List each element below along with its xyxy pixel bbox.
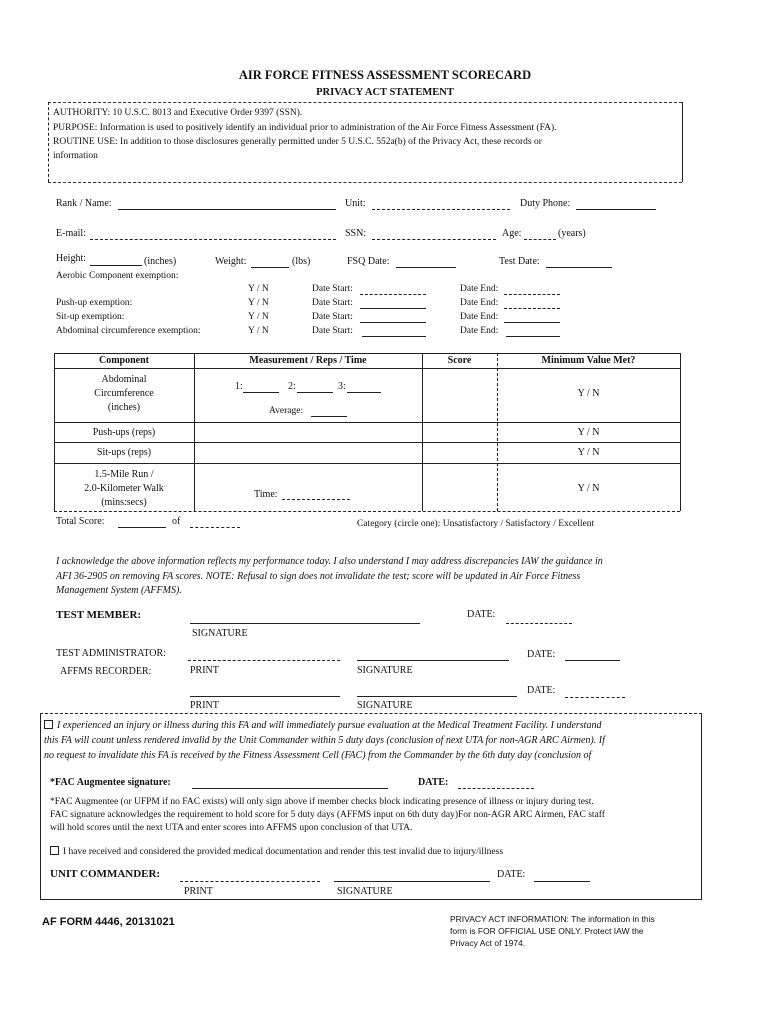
fac-note-1: *FAC Augmentee (or UFPM if no FAC exists) will only sign above if member checks block indicating presence of illness or injury during test. <box>50 797 594 807</box>
rank-name-label: Rank / Name: <box>56 198 112 209</box>
age-unit: (years) <box>558 228 586 239</box>
row-abdominal-label-3: (inches) <box>107 402 141 413</box>
measure-1-field[interactable] <box>243 392 279 393</box>
injury-statement-1[interactable]: I experienced an injury or illness during this FA and will immediately pursue evaluation at the Medical Treatment Facility. I understand <box>44 720 601 731</box>
injury-checkbox[interactable] <box>44 720 53 729</box>
fsq-date-field[interactable] <box>396 267 456 268</box>
average-field[interactable] <box>311 416 347 417</box>
fac-date-label: DATE: <box>418 777 449 788</box>
unit-commander-label: UNIT COMMANDER: <box>50 868 161 880</box>
row-run-label-3: (mins:secs) <box>101 497 147 508</box>
time-label: Time: <box>254 489 278 500</box>
email-field[interactable] <box>90 239 336 240</box>
measure-1-label: 1: <box>235 381 243 392</box>
situp-date-end-field[interactable] <box>504 322 560 323</box>
pushup-date-end-label: Date End: <box>460 298 499 308</box>
weight-field[interactable] <box>251 267 289 268</box>
row-abdominal-label-1: Abdominal <box>101 374 147 385</box>
invalidation-checkbox[interactable] <box>50 846 59 855</box>
affms-date-label: DATE: <box>527 685 556 696</box>
col-header-component: Component <box>98 355 149 366</box>
aerobic-date-end-field[interactable] <box>504 294 560 295</box>
unit-label: Unit: <box>345 198 366 209</box>
email-label: E-mail: <box>56 228 86 239</box>
test-admin-date-label: DATE: <box>527 649 556 660</box>
situp-date-end-label: Date End: <box>460 312 499 322</box>
row-situps-yn[interactable]: Y / N <box>577 447 600 458</box>
test-member-label: TEST MEMBER: <box>56 609 142 621</box>
age-field[interactable] <box>524 239 556 240</box>
routine-use-text-2: information <box>53 151 98 161</box>
test-member-signature-field[interactable] <box>190 623 420 624</box>
situp-exemption-label: Sit-up exemption: <box>56 312 125 322</box>
pushup-date-start-label: Date Start: <box>312 298 353 308</box>
abdominal-exemption-label: Abdominal circumference exemption: <box>56 326 201 336</box>
total-score-of: of <box>172 516 181 527</box>
height-label: Height: <box>56 253 86 264</box>
row-pushups-label: Push-ups (reps) <box>92 426 156 438</box>
duty-phone-field[interactable] <box>576 209 656 210</box>
commander-signature-field[interactable] <box>334 881 490 882</box>
commander-date-label: DATE: <box>497 869 526 880</box>
situp-date-start-label: Date Start: <box>312 312 353 322</box>
commander-print-field[interactable] <box>180 881 320 882</box>
commander-date-field[interactable] <box>534 881 590 882</box>
affms-recorder-label: AFFMS RECORDER: <box>60 666 152 677</box>
row-abdominal-yn[interactable]: Y / N <box>577 388 600 399</box>
situp-yn[interactable]: Y / N <box>248 312 269 322</box>
pushup-exemption-label: Push-up exemption: <box>56 298 133 308</box>
privacy-act-heading: PRIVACY ACT STATEMENT <box>316 87 454 98</box>
privacy-info-3: Privacy Act of 1974. <box>450 938 526 948</box>
measure-2-field[interactable] <box>297 392 333 393</box>
test-administrator-label: TEST ADMINISTRATOR: <box>56 648 166 659</box>
col-header-minimum: Minimum Value Met? <box>541 355 636 366</box>
aerobic-date-end-label: Date End: <box>460 284 499 294</box>
fac-augmentee-label: *FAC Augmentee signature: <box>50 777 171 788</box>
affms-print-field[interactable] <box>190 696 340 697</box>
commander-signature-caption: SIGNATURE <box>337 886 393 897</box>
fac-note-3: will hold scores until the next UTA and enter scores into AFFMS upon conclusion of that UTA. <box>50 823 413 833</box>
affms-signature-caption: SIGNATURE <box>357 700 413 711</box>
pushup-date-end-field[interactable] <box>504 308 560 309</box>
invalidation-statement[interactable]: I have received and considered the provided medical documentation and render this test invalid due to injury/illness <box>50 846 503 857</box>
test-member-date-field[interactable] <box>506 623 572 624</box>
test-admin-date-field[interactable] <box>565 660 620 661</box>
test-admin-signature-field[interactable] <box>357 660 509 661</box>
affms-print-caption: PRINT <box>190 700 219 711</box>
average-label: Average: <box>269 406 304 416</box>
form-number: AF FORM 4446, 20131021 <box>42 916 175 928</box>
category-selector[interactable]: Category (circle one): Unsatisfactory / Satisfactory / Excellent <box>357 519 595 529</box>
col-header-score: Score <box>447 355 472 366</box>
fac-date-field[interactable] <box>458 788 534 789</box>
test-member-date-label: DATE: <box>467 609 496 620</box>
weight-unit: (lbs) <box>292 256 311 267</box>
purpose-text: PURPOSE: Information is used to positively identify an individual prior to administration of the Air Force Fitness Assessment (FA). <box>53 123 557 133</box>
authority-text: AUTHORITY: 10 U.S.C. 8013 and Executive Order 9397 (SSN). <box>53 108 303 118</box>
aerobic-date-start-label: Date Start: <box>312 284 353 294</box>
rank-name-field[interactable] <box>118 209 336 210</box>
abdominal-date-end-field[interactable] <box>506 336 560 337</box>
time-field[interactable] <box>282 499 350 500</box>
row-run-label-2: 2.0-Kilometer Walk <box>84 483 164 494</box>
measure-2-label: 2: <box>288 381 296 392</box>
row-run-label-1: 1.5-Mile Run / <box>94 469 154 480</box>
fac-augmentee-signature-field[interactable] <box>192 788 388 789</box>
weight-label: Weight: <box>215 256 247 267</box>
abdominal-yn[interactable]: Y / N <box>248 326 269 336</box>
injury-statement-3: no request to invalidate this FA is received by the Fitness Assessment Cell (FAC) from the Commander by the 6th duty day (conclusion of <box>44 750 592 761</box>
total-score-field[interactable] <box>118 527 166 528</box>
affms-signature-field[interactable] <box>357 696 517 697</box>
aerobic-exemption-label: Aerobic Component exemption: <box>56 271 179 281</box>
commander-print-caption: PRINT <box>184 886 213 897</box>
aerobic-yn[interactable]: Y / N <box>248 284 269 294</box>
routine-use-text: ROUTINE USE: In addition to those disclosures generally permitted under 5 U.S.C. 552a(b) of the Privacy Act, these records or <box>53 137 542 147</box>
acknowledge-text-1: I acknowledge the above information reflects my performance today. I also understand I may address discrepancies IAW the guidance in <box>56 556 603 567</box>
pushup-yn[interactable]: Y / N <box>248 298 269 308</box>
acknowledge-text-2: AFI 36-2905 on removing FA scores. NOTE: Refusal to sign does not invalidate the test; score will be updated in Air Force Fitness <box>56 571 581 582</box>
test-date-field[interactable] <box>546 267 612 268</box>
affms-date-field[interactable] <box>565 697 625 698</box>
fac-note-2: FAC signature acknowledges the requirement to hold score for 5 duty days (AFFMS input on 6th duty day)For non-AGR ARC Airmen, FAC staff <box>50 810 605 820</box>
abdominal-date-start-label: Date Start: <box>312 326 353 336</box>
acknowledge-text-3: Management System (AFFMS). <box>56 585 182 596</box>
privacy-info-2: form is FOR OFFICIAL USE ONLY. Protect IAW the <box>450 926 644 936</box>
duty-phone-label: Duty Phone: <box>520 198 571 209</box>
row-situps-label: Sit-ups (reps) <box>96 447 152 458</box>
test-admin-signature-caption: SIGNATURE <box>357 665 413 676</box>
abdominal-date-end-label: Date End: <box>460 326 499 336</box>
test-member-signature-caption: SIGNATURE <box>192 628 248 639</box>
measure-3-field[interactable] <box>347 392 381 393</box>
ssn-field[interactable] <box>372 239 496 240</box>
test-date-label: Test Date: <box>499 256 540 267</box>
col-header-measurement: Measurement / Reps / Time <box>249 355 367 366</box>
pushup-date-start-field[interactable] <box>360 308 426 309</box>
total-score-max-field[interactable] <box>190 527 240 528</box>
age-label: Age: <box>502 228 522 239</box>
test-admin-print-field[interactable] <box>188 660 340 661</box>
unit-field[interactable] <box>372 209 510 210</box>
row-pushups-yn[interactable]: Y / N <box>577 426 600 438</box>
privacy-info-1: PRIVACY ACT INFORMATION: The information in this <box>450 914 655 924</box>
height-field[interactable] <box>90 265 142 266</box>
row-run-yn[interactable]: Y / N <box>577 483 600 494</box>
situp-date-start-field[interactable] <box>360 322 426 323</box>
row-abdominal-label-2: Circumference <box>94 388 154 399</box>
measure-3-label: 3: <box>338 381 346 392</box>
test-admin-print-caption: PRINT <box>190 665 219 676</box>
fsq-date-label: FSQ Date: <box>347 256 390 267</box>
injury-statement-2: this FA will count unless rendered invalid by the Unit Commander within 5 duty days (conclusion of next UTA for non-AGR ARC Airmen). If <box>44 735 605 746</box>
ssn-label: SSN: <box>345 228 367 239</box>
height-unit: (inches) <box>144 256 177 267</box>
form-title: AIR FORCE FITNESS ASSESSMENT SCORECARD <box>238 68 532 82</box>
total-score-label: Total Score: <box>56 516 105 527</box>
aerobic-date-start-field[interactable] <box>360 294 426 295</box>
abdominal-date-start-field[interactable] <box>362 336 426 337</box>
